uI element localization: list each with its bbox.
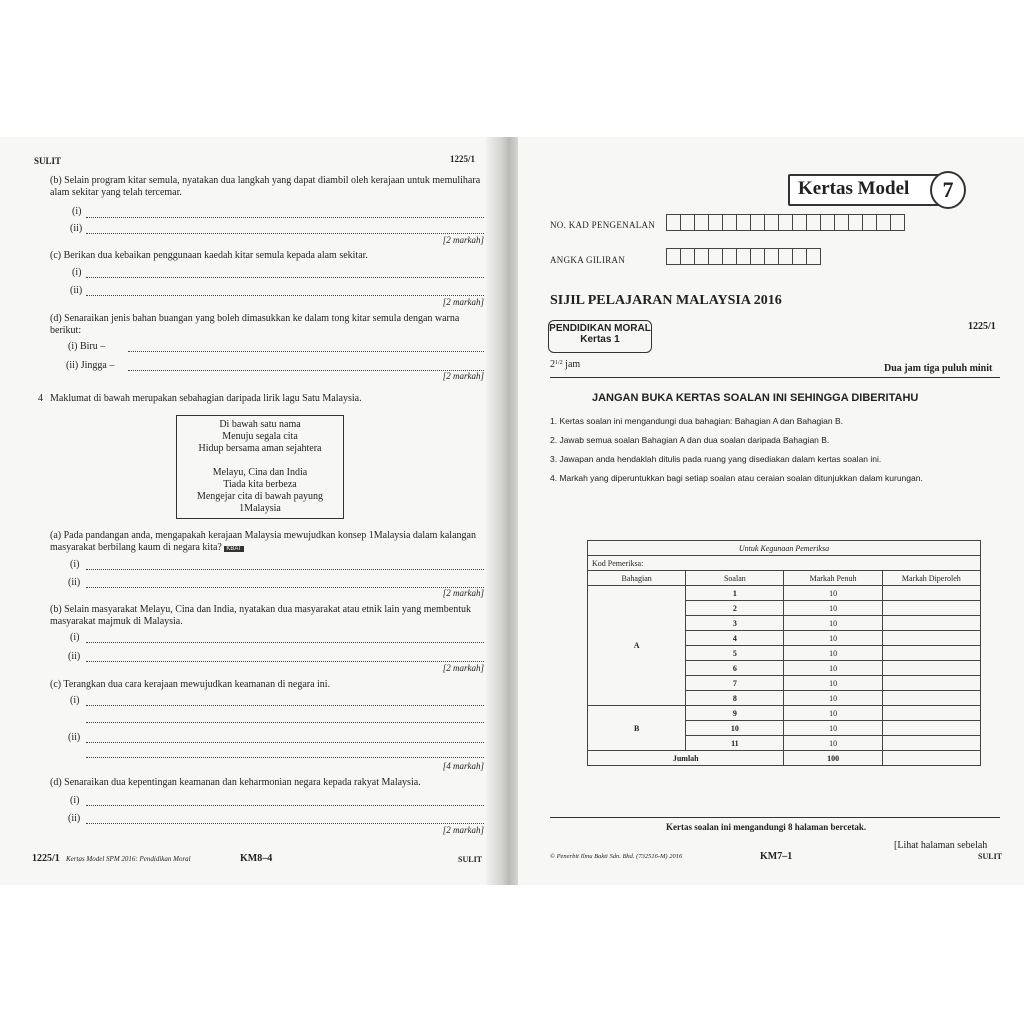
examiner-code: Kod Pemeriksa: [588, 556, 981, 571]
answer-label: (ii) [68, 651, 81, 662]
obtained-mark-cell[interactable] [882, 646, 980, 661]
full-mark-cell: 10 [784, 616, 882, 631]
kbat-badge: KBAT [226, 546, 242, 552]
digit-box[interactable] [695, 214, 709, 231]
col-markah-diperoleh: Markah Diperoleh [882, 571, 980, 586]
question-number-cell: 8 [686, 691, 784, 706]
full-mark-cell: 10 [784, 676, 882, 691]
answer-line[interactable] [86, 661, 484, 662]
obtained-mark-cell[interactable] [882, 616, 980, 631]
header-code: 1225/1 [450, 154, 476, 164]
digit-box[interactable] [793, 214, 807, 231]
left-page [0, 137, 506, 885]
digit-box[interactable] [737, 248, 751, 265]
full-mark-cell: 10 [784, 661, 882, 676]
footer-page-number: KM7–1 [760, 851, 793, 862]
answer-label: (i) [70, 559, 80, 570]
answer-line[interactable] [128, 351, 484, 352]
instruction-4: 4. Markah yang diperuntukkan bagi setiap soalan atau ceraian soalan ditunjukkan dalam kurungan. [550, 473, 923, 483]
marks-label: [2 markah] [442, 235, 484, 245]
digit-box[interactable] [779, 214, 793, 231]
digit-box[interactable] [807, 214, 821, 231]
question-number-cell: 4 [686, 631, 784, 646]
digit-box[interactable] [751, 248, 765, 265]
lyric-line: Melayu, Cina dan India [212, 467, 308, 478]
full-mark-cell: 10 [784, 706, 882, 721]
question-number: 4 [38, 393, 43, 404]
marks-label: [2 markah] [442, 825, 484, 835]
lyric-line: Hidup bersama aman sejahtera [198, 443, 322, 454]
answer-line[interactable] [86, 805, 484, 806]
lyric-line [177, 455, 343, 467]
digit-box[interactable] [821, 214, 835, 231]
answer-line[interactable] [86, 823, 484, 824]
question-3d: (d) Senaraikan jenis bahan buangan yang boleh dimasukkan ke dalam tong kitar semula dengan warna berikut: [50, 313, 460, 336]
answer-line[interactable] [86, 277, 484, 278]
answer-label: (ii) [68, 813, 81, 824]
question-number-cell: 6 [686, 661, 784, 676]
duration-number: 2 [550, 359, 555, 370]
answer-line[interactable] [86, 705, 484, 706]
answer-label: (ii) [70, 285, 83, 296]
examiner-row [588, 586, 981, 601]
answer-label: (ii) Jingga – [66, 360, 115, 371]
answer-line[interactable] [86, 217, 484, 218]
instructions-list [550, 416, 996, 484]
section-a: A [588, 586, 686, 706]
obtained-mark-cell[interactable] [882, 691, 980, 706]
paper-code: 1225/1 [968, 321, 996, 332]
question-3c: (c) Berikan dua kebaikan penggunaan kaedah kitar semula kepada alam sekitar. [50, 250, 368, 261]
obtained-mark-cell[interactable] [882, 676, 980, 691]
answer-line[interactable] [86, 233, 484, 234]
question-number-cell: 2 [686, 601, 784, 616]
badge-text: Kertas Model [798, 178, 910, 199]
marks-label: [4 markah] [442, 761, 484, 771]
obtained-mark-cell[interactable] [882, 661, 980, 676]
subject-box [548, 320, 652, 353]
subject-name: PENDIDIKAN MORAL [549, 323, 651, 334]
digit-box[interactable] [709, 248, 723, 265]
digit-box[interactable] [849, 214, 863, 231]
obtained-mark-cell[interactable] [882, 601, 980, 616]
copyright: © Penerbit Ilmu Bakti Sdn. Bhd. (732516-M) 2016 [550, 853, 683, 860]
total-value: 100 [784, 751, 882, 766]
digit-box[interactable] [667, 214, 681, 231]
examiner-table [587, 540, 981, 766]
answer-line[interactable] [86, 642, 484, 643]
answer-line[interactable] [86, 757, 484, 758]
question-4c: (c) Terangkan dua cara kerajaan mewujudkan keamanan di negara ini. [50, 679, 331, 690]
question-number-cell: 1 [686, 586, 784, 601]
next-page-note: [Lihat halaman sebelah [894, 840, 988, 851]
obtained-mark-cell[interactable] [882, 721, 980, 736]
question-4d: (d) Senaraikan dua kepentingan keamanan dan keharmonian negara kepada rakyat Malaysia. [50, 777, 421, 788]
digit-box[interactable] [681, 248, 695, 265]
digit-box[interactable] [877, 214, 891, 231]
answer-label: (ii) [68, 732, 81, 743]
marks-label: [2 markah] [442, 663, 484, 673]
question-number-cell: 11 [686, 736, 784, 751]
digit-box[interactable] [751, 214, 765, 231]
examiner-row [588, 706, 981, 721]
full-mark-cell: 10 [784, 601, 882, 616]
digit-box[interactable] [723, 248, 737, 265]
right-page [518, 137, 1024, 885]
duration-words: Dua jam tiga puluh minit [884, 363, 993, 374]
marks-label: [2 markah] [442, 588, 484, 598]
question-4-intro: Maklumat di bawah merupakan sebahagian daripada lirik lagu Satu Malaysia. [50, 393, 362, 404]
lyric-line: Menuju segala cita [222, 431, 298, 442]
digit-box[interactable] [891, 214, 905, 231]
digit-box[interactable] [737, 214, 751, 231]
answer-label: (i) Biru – [68, 341, 106, 352]
full-mark-cell: 10 [784, 586, 882, 601]
kertas-model-badge [788, 174, 958, 206]
answer-label: (ii) [68, 577, 81, 588]
digit-box[interactable] [709, 214, 723, 231]
full-mark-cell: 10 [784, 691, 882, 706]
full-mark-cell: 10 [784, 631, 882, 646]
lyrics-box [176, 415, 344, 519]
ic-label: NO. KAD PENGENALAN [550, 220, 656, 230]
exam-title: SIJIL PELAJARAN MALAYSIA 2016 [550, 293, 782, 308]
section-b: B [588, 706, 686, 751]
question-number-cell: 7 [686, 676, 784, 691]
instruction-1: 1. Kertas soalan ini mengandungi dua bahagian: Bahagian A dan Bahagian B. [550, 416, 844, 426]
footer-page-number: KM8–4 [240, 853, 273, 864]
ag-label: ANGKA GILIRAN [550, 255, 626, 265]
digit-box[interactable] [835, 214, 849, 231]
angka-giliran-boxes[interactable] [666, 248, 821, 265]
full-mark-cell: 10 [784, 736, 882, 751]
digit-box[interactable] [723, 214, 737, 231]
lyric-line: Di bawah satu nama [219, 419, 301, 430]
full-mark-cell: 10 [784, 721, 882, 736]
col-bahagian: Bahagian [588, 571, 686, 586]
footer-sulit: SULIT [458, 855, 483, 864]
digit-box[interactable] [793, 248, 807, 265]
digit-box[interactable] [695, 248, 709, 265]
lyric-line: 1Malaysia [239, 503, 281, 514]
answer-label: (i) [70, 632, 80, 643]
pages-note: Kertas soalan ini mengandungi 8 halaman bercetak. [666, 822, 867, 832]
badge-number: 7 [930, 171, 966, 209]
obtained-mark-cell[interactable] [882, 586, 980, 601]
lyric-line: Mengejar cita di bawah payung [196, 491, 324, 502]
footer-sulit: SULIT [978, 852, 1003, 861]
instruction-2: 2. Jawab semua soalan Bahagian A dan dua soalan daripada Bahagian B. [550, 435, 830, 445]
question-number-cell: 9 [686, 706, 784, 721]
question-4b: (b) Selain masyarakat Melayu, Cina dan India, nyatakan dua masyarakat atau etnik lain yang membentuk masyarakat majmuk di Malaysia. [50, 604, 471, 627]
digit-box[interactable] [681, 214, 695, 231]
ic-number-boxes[interactable] [666, 214, 905, 231]
question-number-cell: 10 [686, 721, 784, 736]
obtained-mark-cell[interactable] [882, 736, 980, 751]
header-sulit: SULIT [34, 156, 62, 166]
digit-box[interactable] [807, 248, 821, 265]
obtained-mark-cell[interactable] [882, 631, 980, 646]
total-label: Jumlah [588, 751, 784, 766]
question-number-cell: 3 [686, 616, 784, 631]
footer-code: 1225/1 [32, 853, 60, 864]
col-markah-penuh: Markah Penuh [784, 571, 882, 586]
digit-box[interactable] [765, 214, 779, 231]
digit-box[interactable] [863, 214, 877, 231]
answer-line[interactable] [86, 569, 484, 570]
marks-label: [2 markah] [442, 297, 484, 307]
answer-line[interactable] [86, 742, 484, 743]
col-soalan: Soalan [686, 571, 784, 586]
examiner-title: Untuk Kegunaan Pemeriksa [588, 541, 981, 556]
divider [550, 377, 1000, 378]
lyric-line: Tiada kita berbeza [223, 479, 297, 490]
duration [550, 359, 580, 370]
warning-heading: JANGAN BUKA KERTAS SOALAN INI SEHINGGA DIBERITAHU [592, 392, 919, 404]
answer-label: (i) [70, 795, 80, 806]
question-4a-text: (a) Pada pandangan anda, mengapakah kerajaan Malaysia mewujudkan konsep 1Malaysia dalam kalangan masyarakat berbilang kaum di negara kita? [50, 530, 476, 553]
full-mark-cell: 10 [784, 646, 882, 661]
divider [550, 817, 1000, 818]
digit-box[interactable] [779, 248, 793, 265]
duration-unit: jam [565, 359, 581, 370]
answer-label: (i) [72, 206, 82, 217]
instruction-3: 3. Jawapan anda hendaklah ditulis pada ruang yang disediakan dalam kertas soalan ini. [550, 454, 882, 464]
answer-line[interactable] [86, 295, 484, 296]
footer-title: Kertas Model SPM 2016: Pendidikan Moral [66, 855, 191, 863]
total-obtained-cell[interactable] [882, 751, 980, 766]
obtained-mark-cell[interactable] [882, 706, 980, 721]
answer-line[interactable] [86, 722, 484, 723]
answer-label: (i) [72, 267, 82, 278]
question-3b: (b) Selain program kitar semula, nyatakan dua langkah yang dapat diambil oleh kerajaan untuk memulihara alam sekitar yang telah tercemar. [50, 175, 481, 198]
question-number-cell: 5 [686, 646, 784, 661]
digit-box[interactable] [667, 248, 681, 265]
question-4a [50, 530, 486, 555]
marks-label: [2 markah] [442, 371, 484, 381]
digit-box[interactable] [765, 248, 779, 265]
subject-paper: Kertas 1 [580, 334, 620, 345]
answer-label: (i) [70, 695, 80, 706]
book-spread [0, 137, 1024, 885]
answer-label: (ii) [70, 223, 83, 234]
duration-fraction: 1/2 [555, 360, 563, 366]
